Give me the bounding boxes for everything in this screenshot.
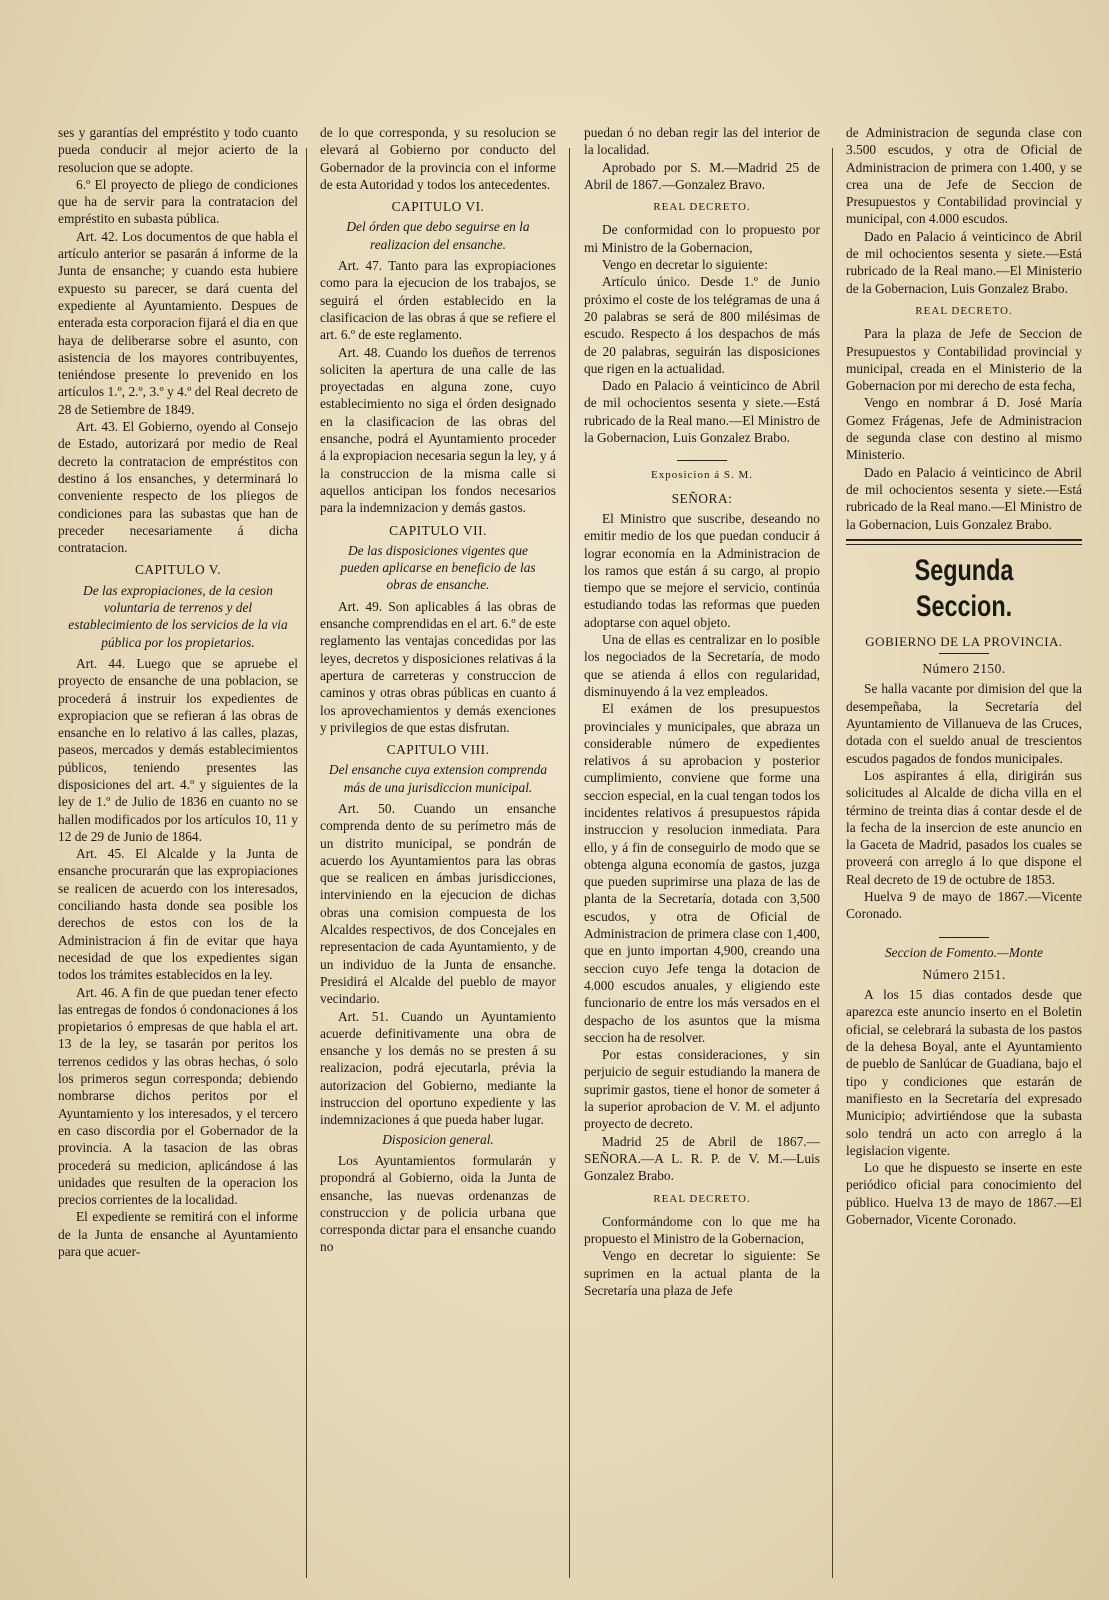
decree-heading: REAL DECRETO. [653, 1192, 751, 1205]
paragraph: El exámen de los presupuestos provinciales y municipales, que abraza un considerable número de expedientes relativos á su aprobacion y posterior cumplimiento, conviene que forme una seccion especial, en la cual tengan todos los incidentes relativos á presupuestos rápida instruccion y resolucion inmediata. Para ello, y á fin de conseguirlo de modo que se obtenga alguna economía de gastos, juzga que pueden suprimirse una plaza de las de planta de la Secretaría, dotada con 3,500 escudos, y otra de Oficial de Administracion de primera clase con 1,400, que en junto importan 4,900, creando una seccion cuyo Jefe tenga la dotacion de 4.000 escudos anuales, y eligiendo este funcionario de entre los más versados en el despacho de los asuntos que la misma seccion ha de resolver. [584, 701, 820, 1045]
exposition-heading: Exposicion á S. M. [650, 469, 754, 482]
paragraph: Art. 47. Tanto para las expropiaciones como para la ejecucion de los trabajos, se seguirá el órden establecido en la clasificacion de las obras á que se refiere el art. 6.º de este reglamento. [320, 258, 556, 343]
column-1 [58, 124, 298, 1260]
paragraph: Art. 49. Son aplicables á las obras de ensanche comprendidas en el art. 6.º de este reglamento las ventajas concedidas por las leyes, decretos y disposiciones relativas á la apertura de carreteras y construccion de caminos y otras obras públicas en cuanto á los aprovechamientos y demás exenciones y privilegios de que estas disfrutan. [320, 598, 556, 735]
paragraph: Art. 50. Cuando un ensanche comprenda dento de su perímetro más de un distrito municipal, se pondrán de acuerdo los Ayuntamientos para las obras que se realicen en ámbas jurisdicciones, interviniendo en la ejecucion de dichas obras una comision compuesta de los Alcaldes respectivos, de dos Concejales en representacion de cada Ayuntamiento, y de un individuo de la Junta de ensanche. Presidirá el Alcalde del pueblo de mayor vecindario. [320, 800, 556, 1007]
notice-number: Número 2150. [922, 661, 1006, 677]
paragraph: Lo que he dispuesto se inserte en este periódico oficial para conocimiento del público. Huelva 13 de mayo de 1867.—El Gobernador, Vicente Coronado. [846, 1160, 1082, 1228]
paragraph: Dado en Palacio á veinticinco de Abril de mil ochocientos sesenta y siete.—Está rubricado de la Real mano.—El Ministro de la Gobernacion, Luis Gonzalez Brabo. [584, 378, 820, 446]
paragraph: Para la plaza de Jefe de Seccion de Presupuestos y Contabilidad provincial y municipal, creada en el Ministerio de la Gobernacion por mi derecho de esta fecha, [846, 326, 1082, 394]
paragraph: Los Ayuntamientos formularán y propondrá al Gobierno, oida la Junta de ensanche, las nuevas ordenanzas de construccion y de policia urbana que corresponda dictar para el ensanche cuando no [320, 1152, 556, 1255]
paragraph: Vengo en decretar lo siguiente: [602, 257, 768, 273]
department-heading: GOBIERNO DE LA PROVINCIA. [865, 633, 1063, 649]
paragraph: El Ministro que suscribe, deseando no emitir medio de los que puedan conducir á lograr economía en la Administracion de los ramos que están á su cargo, al propio tiempo que se mejore el servicio, continúa estudiando todas las reformas que pueden adoptarse con aquel objeto. [584, 510, 820, 630]
section-divider [846, 539, 1082, 545]
paragraph: De conformidad con lo propuesto por mi Ministro de la Gobernacion, [584, 222, 820, 255]
paragraph: Los aspirantes á ella, dirigirán sus solicitudes al Alcalde de dicha villa en el término de treinta dias á contar desde el de la fecha de la insercion de este anuncio en la Gaceta de Madrid, pasados los cuales se proveerá con arreglo á lo que dispone el Real decreto de 19 de octubre de 1853. [846, 767, 1082, 887]
paragraph: puedan ó no deban regir las del interior de la localidad. [584, 125, 820, 158]
chapter-subtitle: Del ensanche cuya extension comprenda más de una jurisdiccion municipal. [328, 762, 548, 795]
paragraph: Art. 46. A fin de que puedan tener efecto las entregas de fondos ó condonaciones á los propietarios ó empresas de que habla el art. 13 de la ley, se tasarán por peritos los terrenos cedidos y las obras hechas, ó solo los primeros segun corresponda; debiendo nombrarse dichos peritos por el Ayuntamiento y los interesados, y el tercero en caso discordia por el Gobernador de la provincia. A la tasacion de las obras procederá su medicion, aplicándose á las unidades que resulten de la operacion los precios corrientes de la localidad. [58, 984, 298, 1208]
paragraph: A los 15 dias contados desde que aparezca este anuncio inserto en el Boletin oficial, se celebrará la subasta de los pastos de la dehesa Boyal, ante el Ayuntamiento de pueblo de Sanlúcar de Guadiana, bajo el tipo y condiciones que estarán de manifiesto en la Secretaría del expresado Municipio; advirtiéndose que la subasta solo tendrá un acto con arreglo á la legislacion vigente. [846, 987, 1082, 1158]
chapter-heading: CAPITULO V. [134, 562, 222, 578]
column-4 [846, 124, 1082, 1228]
paragraph: El expediente se remitirá con el informe de la Junta de ensanche al Ayuntamiento para que acuer- [58, 1209, 298, 1259]
column-rule [306, 148, 307, 1578]
chapter-heading: CAPITULO VIII. [386, 742, 490, 758]
divider [677, 460, 727, 461]
section-subtitle: Seccion de Fomento.—Monte [884, 944, 1044, 960]
section-title: Segunda Seccion. [914, 553, 1014, 623]
paragraph: Art. 42. Los documentos de que habla el artículo anterior se pasarán á informe de la Junta de ensanche; y cuando esta hubiere expuesto su parecer, se dará cuenta del expediente al Ayuntamiento. Despues de enterada esta corporacion fijará el dia en que haya de deliberarse sobre el asunto, con asistencia de los mayores contribuyentes, teniéndose presente lo prevenido en los artículos 1.º, 2.º, 3.º y 4.º del Real decreto de 28 de Setiembre de 1849. [58, 228, 298, 417]
notice-number: Número 2151. [922, 966, 1006, 982]
column-2 [320, 124, 556, 1256]
paragraph: de lo que corresponda, y su resolucion se elevará al Gobierno por conducto del Gobernador de la provincia con el informe de esta Autoridad y todos los antecedentes. [320, 125, 556, 192]
paragraph: Art. 44. Luego que se apruebe el proyecto de ensanche de una poblacion, se procederá á instruir los expedientes de expropiacion que se refieran á las obras de ensanche en lo relativo á las calles, plazas, paseos, mercados y demás establecimientos públicos, teniendo presentes las disposiciones del art. 4.º y siguientes de la ley de 1.º de Julio de 1836 en cuanto no se hallen modificados por los artículos 10, 11 y 12 de 29 de Junio de 1864. [58, 655, 298, 844]
paragraph: ses y garantías del empréstito y todo cuanto pueda conducir al mejor acierto de la resolucion que se adopte. [58, 125, 298, 175]
divider [939, 937, 989, 938]
paragraph: Vengo en nombrar á D. José María Gomez Frágenas, Jefe de Administracion de segunda clase con destino al mismo Ministerio. [846, 395, 1082, 463]
paragraph: de Administracion de segunda clase con 3.500 escudos, y otra de Oficial de Administracion de primera con 1.400, y se crea una de Jefe de Seccion de Presupuestos y Contabilidad provincial y municipal, con 4.000 escudos. [846, 125, 1082, 227]
paragraph: Dado en Palacio á veinticinco de Abril de mil ochocientos sesenta y siete.—Está rubricado de la Real mano.—El Ministerio de la Gobernacion, Luis Gonzalez Brabo. [846, 228, 1082, 296]
paragraph: Aprobado por S. M.—Madrid 25 de Abril de 1867.—Gonzalez Bravo. [584, 159, 820, 192]
column-rule [569, 148, 570, 1578]
decree-heading: REAL DECRETO. [653, 201, 751, 214]
paragraph: Vengo en decretar lo siguiente: Se suprimen en la actual planta de la Secretaría una plaza de Jefe [584, 1248, 820, 1298]
paragraph: 6.º El proyecto de pliego de condiciones que ha de servir para la contratacion del empréstito en subasta pública. [58, 176, 298, 227]
paragraph: Conformándome con lo que me ha propuesto el Ministro de la Gobernacion, [584, 1213, 820, 1247]
paragraph: Madrid 25 de Abril de 1867.—SEÑORA.—A L. R. P. de V. M.—Luis Gonzalez Brabo. [584, 1133, 820, 1184]
column-3 [584, 124, 820, 1299]
paragraph: Art. 45. El Alcalde y la Junta de ensanche procurarán que las expropiaciones se realicen de acuerdo con los interesados, conciliando hasta donde sea posible los derechos de estos con los de la Administracion á fin de evitar que haya necesidad de que los expedientes sigan todos los trámites establecidos en la ley. [58, 846, 298, 983]
paragraph: Una de ellas es centralizar en lo posible los negociados de la Secretaría, de modo que se atienda á ellos con regularidad, disminuyendo á la vez empleados. [584, 632, 820, 699]
chapter-subtitle: Del órden que debo seguirse en la realizacion del ensanche. [346, 219, 530, 252]
decree-heading: REAL DECRETO. [915, 304, 1013, 317]
paragraph: Art. 48. Cuando los dueños de terrenos soliciten la apertura de una calle de las proyectadas en alguna zone, cuyo establecimiento no siga el órden designado en la clasificacion de las obras del ensanche, podrá el Ayuntamiento proceder á la expropiacion necesaria segun la ley, y á la construccion de la misma calle si aquellos anticipan los fondos necesarios para la indemnizacion y demás gastos. [320, 344, 556, 516]
paragraph: Se halla vacante por dimision del que la desempeñaba, la Secretaría del Ayuntamiento de Villanueva de las Cruces, dotada con el sueldo anual de trescientos escudos pagados de fondos municipales. [846, 681, 1082, 766]
chapter-subtitle: De las expropiaciones, de la cesion voluntaria de terrenos y del establecimiento de los servicios de la via pública por los propietarios. [68, 582, 288, 650]
divider [939, 653, 989, 654]
salutation: SEÑORA: [671, 490, 733, 506]
column-rule [832, 148, 833, 1578]
paragraph: Artículo único. Desde 1.º de Junio próximo el coste de los telégramas de una á 20 palabras se será de 800 milésimas de escudo. Respecto á los despachos de más de 20 palabras, seguirán las disposiciones que rigen en la actualidad. [584, 274, 820, 376]
paragraph: Art. 51. Cuando un Ayuntamiento acuerde definitivamente una obra de ensanche y los demás no se presten á su realizacion, podrá ejecutarla, prévia la autorizacion del Gobierno, mediante la instruccion del oportuno expediente y las indemnizaciones á que pueda haber lugar. [320, 1008, 556, 1128]
paragraph: Por estas consideraciones, y sin perjuicio de seguir estudiando la manera de suprimir gastos, tiene el honor de someter á la superior aprobacion de V. M. el adjunto proyecto de decreto. [584, 1047, 820, 1132]
section-subtitle: Disposicion general. [382, 1131, 494, 1147]
paragraph: Dado en Palacio á veinticinco de Abril de mil ochocientos sesenta y siete.—Está rubricado de la Real mano.—El Ministro de la Gobernacion, Luis Gonzalez Brabo. [846, 464, 1082, 532]
chapter-heading: CAPITULO VII. [389, 522, 487, 538]
chapter-subtitle: De las disposiciones vigentes que pueden aplicarse en beneficio de las obras de ensanche. [340, 542, 536, 593]
paragraph: Art. 43. El Gobierno, oyendo al Consejo de Estado, autorizará por medio de Real decreto la contratacion de empréstitos con destino á los ensanches, y determinará lo conveniente respecto de los pliegos de condiciones para las subastas que han de preceder necesariamente á dicha contratacion. [58, 419, 298, 556]
paragraph: Huelva 9 de mayo de 1867.—Vicente Coronado. [846, 888, 1082, 922]
chapter-heading: CAPITULO VI. [391, 199, 485, 215]
